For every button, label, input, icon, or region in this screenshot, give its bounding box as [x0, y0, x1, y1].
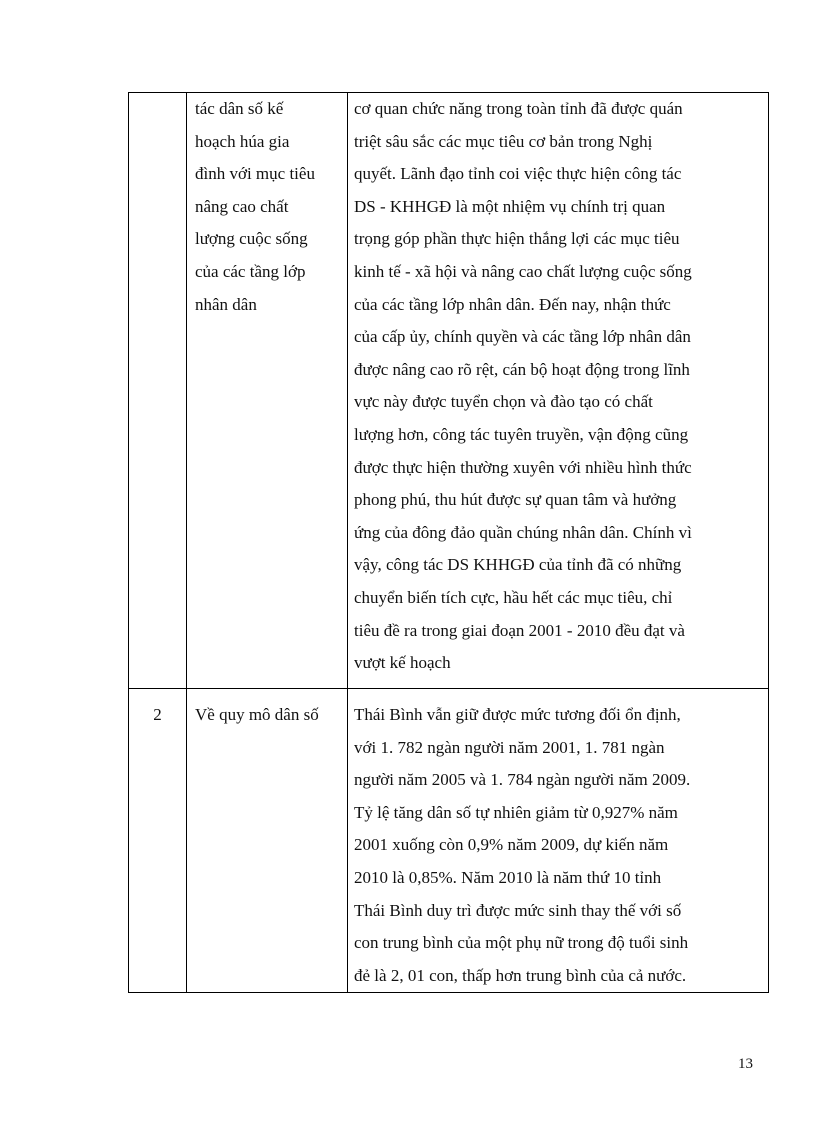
row-number-cell [129, 93, 187, 689]
content-line: Thái Bình vẫn giữ được mức tương đối ổn định, [354, 705, 681, 724]
topic-line: của các tầng lớp [195, 261, 306, 281]
topic-line: nâng cao chất [195, 196, 289, 216]
content-line: của các tầng lớp nhân dân. Đến nay, nhận thức [354, 294, 671, 314]
topic-line: nhân dân [195, 294, 257, 314]
content-cell [348, 689, 769, 993]
page-number: 13 [738, 1056, 753, 1072]
content-line: của cấp ủy, chính quyền và các tầng lớp nhân dân [354, 327, 691, 347]
topic-cell [187, 689, 348, 993]
content-line: vực này được tuyển chọn và đào tạo có chất [354, 392, 653, 412]
content-text [348, 689, 768, 992]
topic-line: lượng cuộc sống [195, 229, 308, 249]
topic-line: hoạch húa gia [195, 131, 290, 151]
content-table [128, 92, 769, 993]
topic-text [187, 93, 347, 321]
content-text [348, 93, 768, 680]
content-line: DS - KHHGĐ là một nhiệm vụ chính trị quan [354, 196, 666, 216]
content-line: chuyển biến tích cực, hầu hết các mục tiêu, chỉ [354, 587, 673, 607]
content-line: 2010 là 0,85%. Năm 2010 là năm thứ 10 tỉnh [354, 867, 662, 887]
content-line: lượng hơn, công tác tuyên truyền, vận động cũng [354, 424, 689, 444]
content-line: Thái Bình duy trì được mức sinh thay thế với số [354, 900, 682, 920]
topic-line: tác dân số kế [195, 99, 284, 118]
content-line: 2001 xuống còn 0,9% năm 2009, dự kiến năm [354, 835, 669, 855]
content-line: quyết. Lãnh đạo tỉnh coi việc thực hiện công tác [354, 164, 682, 184]
row-number-cell [129, 689, 187, 993]
content-line: tiêu đề ra trong giai đoạn 2001 - 2010 đều đạt và [354, 620, 685, 640]
topic-text [187, 689, 347, 732]
table-row [129, 93, 769, 689]
content-cell [348, 93, 769, 689]
topic-cell [187, 93, 348, 689]
content-line: triệt sâu sắc các mục tiêu cơ bản trong Nghị [354, 131, 653, 151]
content-line: với 1. 782 ngàn người năm 2001, 1. 781 ngàn [354, 737, 665, 757]
content-line: vượt kế hoạch [354, 653, 451, 673]
content-line: được thực hiện thường xuyên với nhiều hình thức [354, 457, 692, 477]
topic-line: đình với mục tiêu [195, 164, 315, 184]
content-line: được nâng cao rõ rệt, cán bộ hoạt động trong lĩnh [354, 359, 690, 379]
content-line: kinh tế - xã hội và nâng cao chất lượng cuộc sống [354, 261, 692, 281]
content-line: đẻ là 2, 01 con, thấp hơn trung bình của cả nước. [354, 965, 687, 985]
content-line: vậy, công tác DS KHHGĐ của tỉnh đã có những [354, 555, 682, 575]
content-line: Tỷ lệ tăng dân số tự nhiên giảm từ 0,927% năm [354, 802, 678, 822]
content-line: người năm 2005 và 1. 784 ngàn người năm 2009. [354, 770, 691, 790]
content-line: cơ quan chức năng trong toàn tỉnh đã được quán [354, 99, 683, 118]
content-line: phong phú, thu hút được sự quan tâm và hưởng [354, 490, 677, 510]
table-row [129, 689, 769, 993]
topic-line: Về quy mô dân số [195, 705, 319, 724]
row-number: 2 [153, 705, 162, 724]
content-line: ứng của đông đảo quần chúng nhân dân. Chính vì [354, 522, 692, 542]
content-line: con trung bình của một phụ nữ trong độ tuổi sinh [354, 933, 689, 953]
content-line: trọng góp phần thực hiện thắng lợi các mục tiêu [354, 229, 680, 249]
